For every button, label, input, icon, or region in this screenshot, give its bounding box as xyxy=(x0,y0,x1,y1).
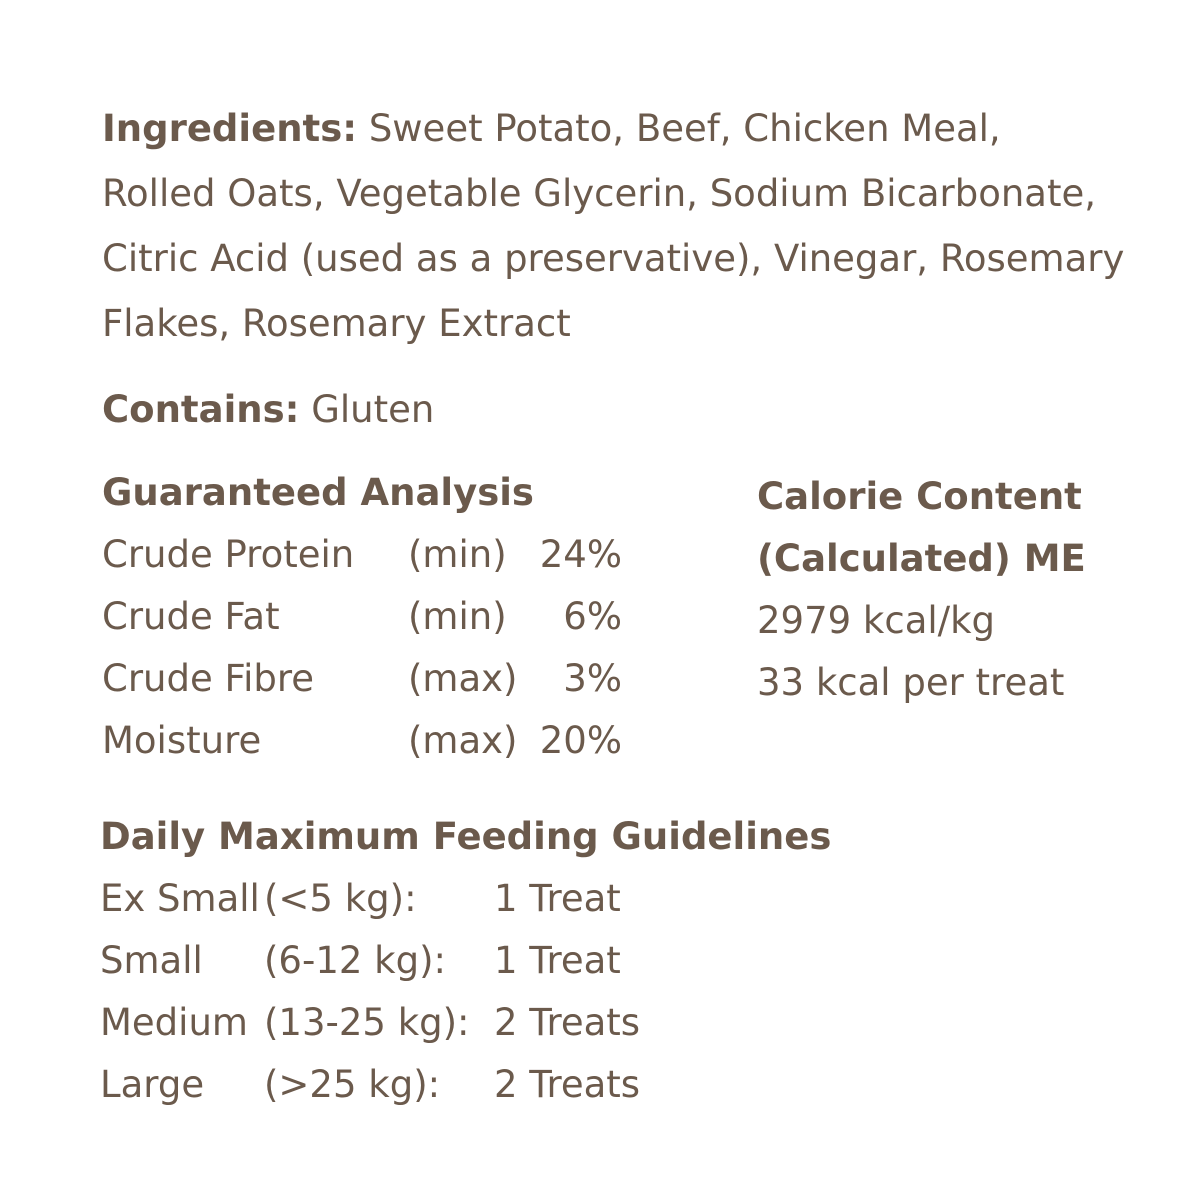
feeding-guidelines-title: Daily Maximum Feeding Guidelines xyxy=(100,815,832,858)
ingredients-line-4: Flakes, Rosemary Extract xyxy=(102,302,571,345)
analysis-qualifier: (max) xyxy=(408,719,518,762)
contains-value: Gluten xyxy=(311,388,435,431)
dog-size: Small xyxy=(100,939,203,982)
dog-size: Large xyxy=(100,1063,205,1106)
dog-size: Medium xyxy=(100,1001,248,1044)
analysis-name: Crude Protein xyxy=(102,533,355,576)
ingredients-block xyxy=(102,96,1125,356)
analysis-value: 6% xyxy=(563,595,622,638)
analysis-name: Crude Fat xyxy=(102,595,280,638)
contains-label: Contains: xyxy=(102,388,300,431)
treat-amount: 1 Treat xyxy=(494,939,621,982)
guaranteed-analysis-title: Guaranteed Analysis xyxy=(102,471,534,514)
analysis-value: 3% xyxy=(563,657,622,700)
analysis-name: Moisture xyxy=(102,719,262,762)
contains-line xyxy=(102,385,434,435)
ingredients-line-1 xyxy=(102,96,1112,161)
calorie-content-subtitle: (Calculated) ME xyxy=(757,537,1086,580)
analysis-qualifier: (max) xyxy=(408,657,518,700)
ingredients-label: Ingredients: xyxy=(102,107,358,150)
weight-range: (<5 kg): xyxy=(264,877,417,920)
ingredients-line-3: Citric Acid (used as a preservative), Vinegar, Rosemary xyxy=(102,237,1125,280)
weight-range: (6-12 kg): xyxy=(264,939,446,982)
ingredients-line-2: Rolled Oats, Vegetable Glycerin, Sodium Bicarbonate, xyxy=(102,172,1097,215)
treat-amount: 1 Treat xyxy=(494,877,621,920)
calorie-content-title: Calorie Content xyxy=(757,475,1082,518)
analysis-qualifier: (min) xyxy=(408,533,507,576)
calorie-per-treat: 33 kcal per treat xyxy=(757,661,1065,704)
analysis-value: 24% xyxy=(539,533,622,576)
ingredients-text-1: Sweet Potato, Beef, Chicken Meal, xyxy=(368,107,1001,150)
dog-size: Ex Small xyxy=(100,877,260,920)
analysis-value: 20% xyxy=(539,719,622,762)
calorie-content-block xyxy=(757,466,1086,714)
weight-range: (13-25 kg): xyxy=(264,1001,470,1044)
analysis-name: Crude Fibre xyxy=(102,657,315,700)
calorie-per-kg: 2979 kcal/kg xyxy=(757,599,996,642)
treat-amount: 2 Treats xyxy=(494,1001,641,1044)
weight-range: (>25 kg): xyxy=(264,1063,441,1106)
treat-amount: 2 Treats xyxy=(494,1063,641,1106)
analysis-qualifier: (min) xyxy=(408,595,507,638)
